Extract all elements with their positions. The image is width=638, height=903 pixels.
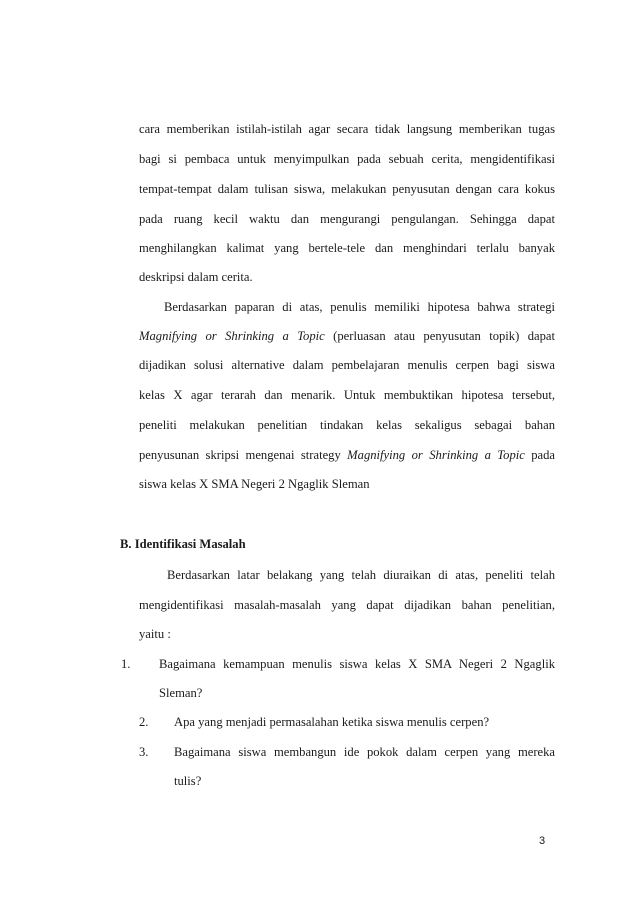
italic-term: Magnifying or Shrinking a Topic	[139, 329, 325, 343]
page-number: 3	[539, 835, 546, 847]
list-item-text: Bagaimana siswa membangun ide pokok dalam cerpen yang mereka	[174, 745, 555, 759]
text-line: deskripsi dalam cerita.	[139, 270, 253, 284]
list-item-text: Bagaimana kemampuan menulis siswa kelas X SMA Negeri 2 Ngaglik	[159, 657, 555, 671]
text-line	[139, 447, 555, 463]
text-line: dijadikan solusi alternative dalam pembelajaran menulis cerpen bagi siswa	[139, 358, 555, 372]
text-line: siswa kelas X SMA Negeri 2 Ngaglik Sleman	[139, 477, 370, 491]
text-line: Berdasarkan paparan di atas, penulis memiliki hipotesa bahwa strategi	[164, 300, 555, 314]
text-line: menghilangkan kalimat yang bertele-tele dan menghindari terlalu banyak	[139, 241, 555, 255]
text-line: cara memberikan istilah-istilah agar secara tidak langsung memberikan tugas	[139, 122, 555, 136]
text-line	[139, 328, 555, 344]
text-span: pada	[524, 448, 555, 462]
text-line: kelas X agar terarah dan menarik. Untuk membuktikan hipotesa tersebut,	[139, 388, 555, 402]
text-line: pada ruang kecil waktu dan mengurangi pengulangan. Sehingga dapat	[139, 212, 555, 226]
list-number: 3.	[139, 745, 149, 759]
text-line: peneliti melakukan penelitian tindakan kelas sekaligus sebagai bahan	[139, 418, 555, 432]
section-heading: B. Identifikasi Masalah	[120, 537, 246, 551]
text-span: (perluasan atau penyusutan topik) dapat	[324, 329, 555, 343]
text-line: bagi si pembaca untuk menyimpulkan pada sebuah cerita, mengidentifikasi	[139, 152, 555, 166]
list-number: 2.	[139, 715, 149, 729]
list-item-text: Apa yang menjadi permasalahan ketika siswa menulis cerpen?	[174, 715, 490, 729]
italic-term: Magnifying or Shrinking a Topic	[347, 448, 525, 462]
text-line: yaitu :	[139, 627, 171, 641]
list-number: 1.	[121, 657, 131, 671]
text-span: penyusunan skripsi mengenai strategy	[139, 448, 348, 462]
text-line: tempat-tempat dalam tulisan siswa, melakukan penyusutan dengan cara kokus	[139, 182, 555, 196]
list-item-text: Sleman?	[159, 686, 203, 700]
text-line: mengidentifikasi masalah-masalah yang dapat dijadikan bahan penelitian,	[139, 598, 555, 612]
list-item-text: tulis?	[174, 774, 202, 788]
text-line: Berdasarkan latar belakang yang telah diuraikan di atas, peneliti telah	[167, 568, 555, 582]
